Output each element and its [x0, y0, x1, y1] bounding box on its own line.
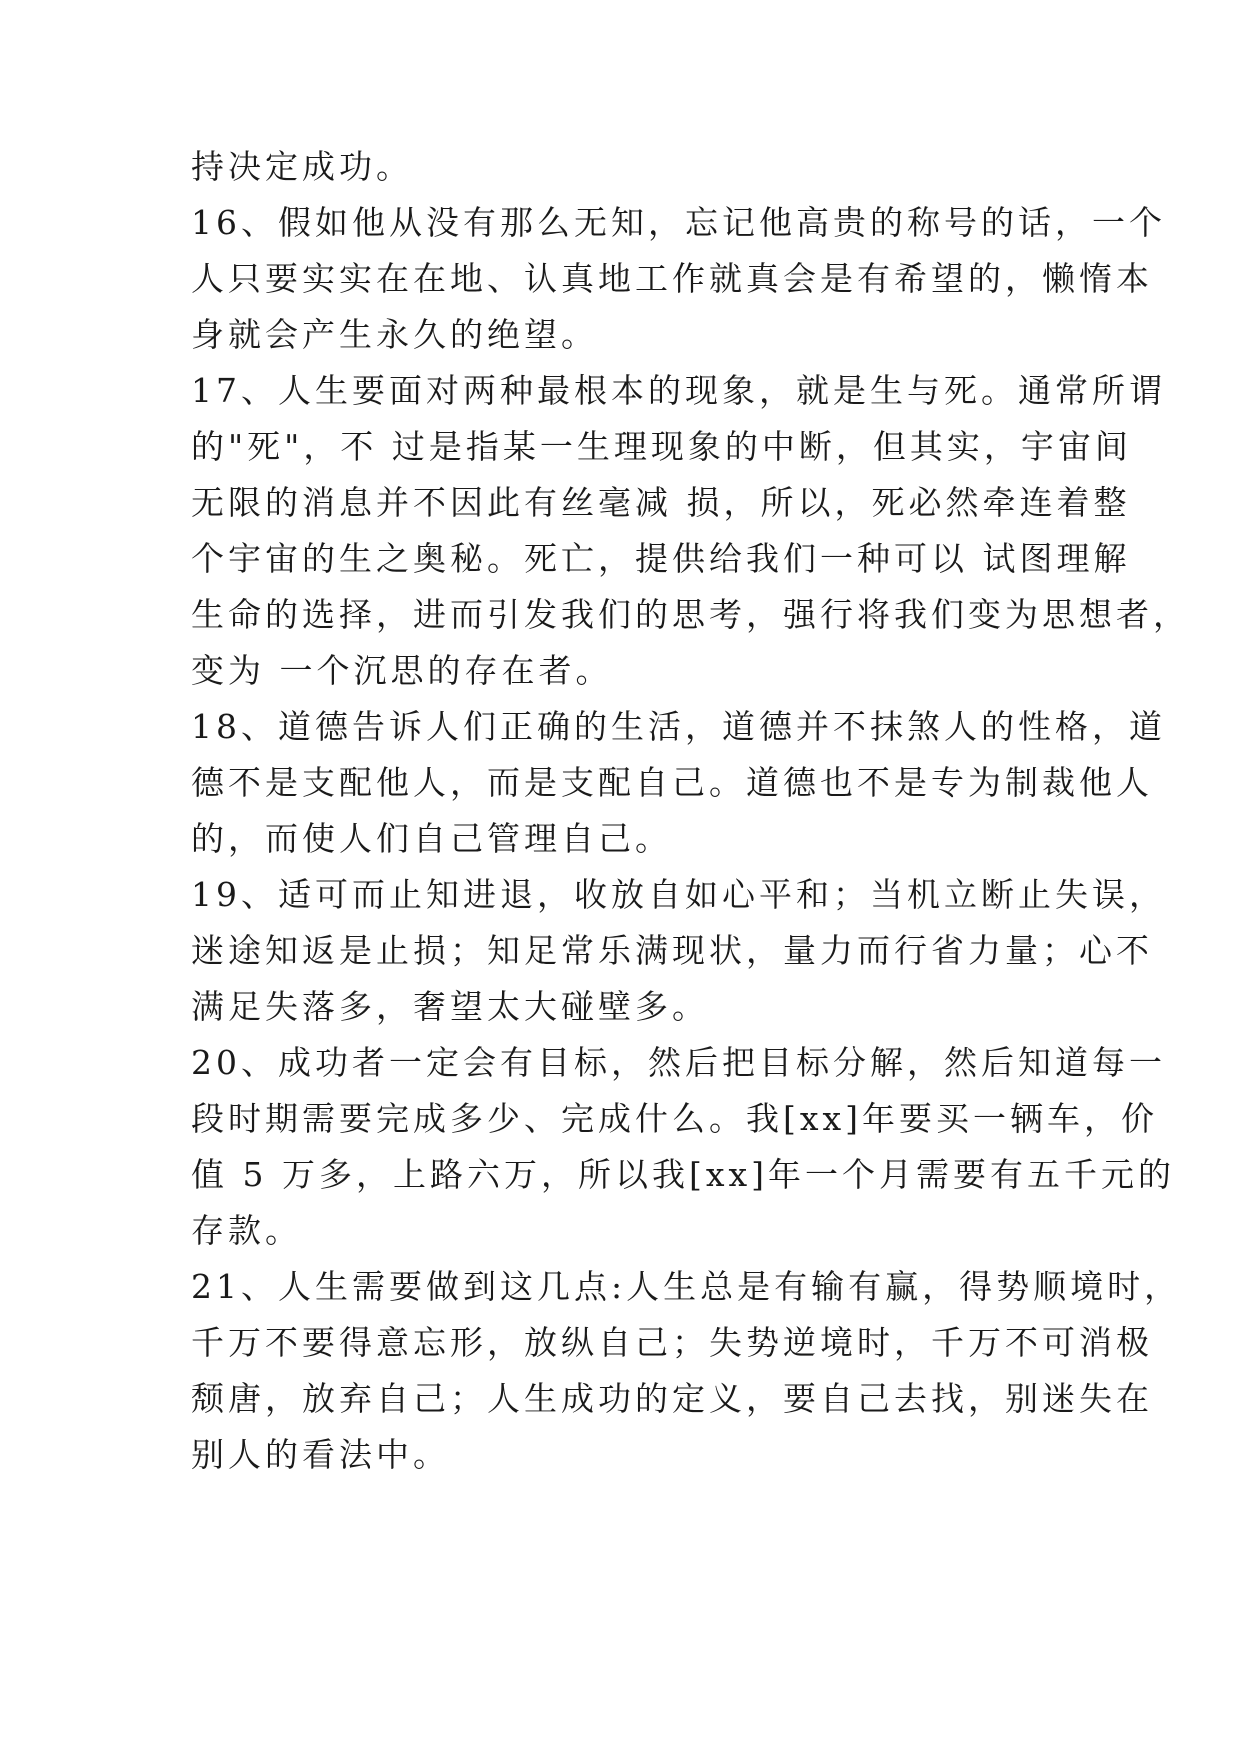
- text-line-13: 的，而使人们自己管理自己。: [191, 819, 672, 858]
- text-line-18: 段时期需要完成多少、完成什么。我[xx]年要买一辆车，价: [191, 1099, 1158, 1138]
- text-line-19: 值 5 万多，上路六万，所以我[xx]年一个月需要有五千元的: [191, 1155, 1175, 1194]
- text-line-17: 20、成功者一定会有目标，然后把目标分解，然后知道每一: [191, 1043, 1166, 1082]
- text-line-4: 身就会产生永久的绝望。: [191, 315, 598, 354]
- text-line-3: 人只要实实在在地、认真地工作就真会是有希望的，懒惰本: [191, 259, 1153, 298]
- text-line-16: 满足失落多，奢望太大碰壁多。: [191, 987, 709, 1026]
- text-line-11: 18、道德告诉人们正确的生活，道德并不抹煞人的性格，道: [191, 707, 1166, 746]
- text-line-23: 颓唐，放弃自己；人生成功的定义，要自己去找，别迷失在: [191, 1379, 1153, 1418]
- text-line-1: 持决定成功。: [191, 147, 413, 186]
- text-line-7: 无限的消息并不因此有丝毫减 损，所以，死必然牵连着整: [191, 483, 1131, 522]
- text-line-15: 迷途知返是止损；知足常乐满现状，量力而行省力量；心不: [191, 931, 1153, 970]
- text-line-2: 16、假如他从没有那么无知，忘记他高贵的称号的话，一个: [191, 203, 1166, 242]
- text-line-20: 存款。: [191, 1211, 302, 1250]
- text-line-12: 德不是支配他人，而是支配自己。道德也不是专为制裁他人: [191, 763, 1153, 802]
- text-line-14: 19、适可而止知进退，收放自如心平和；当机立断止失误，: [191, 875, 1166, 914]
- text-line-10: 变为 一个沉思的存在者。: [191, 651, 613, 690]
- text-line-6: 的"死"，不 过是指某一生理现象的中断，但其实，宇宙间: [191, 427, 1132, 466]
- text-line-9: 生命的选择，进而引发我们的思考，强行将我们变为思想者，: [191, 595, 1190, 634]
- text-line-21: 21、人生需要做到这几点:人生总是有输有赢，得势顺境时，: [191, 1267, 1182, 1306]
- text-line-24: 别人的看法中。: [191, 1435, 450, 1474]
- text-line-22: 千万不要得意忘形，放纵自己；失势逆境时，千万不可消极: [191, 1323, 1153, 1362]
- text-line-5: 17、人生要面对两种最根本的现象，就是生与死。通常所谓: [191, 371, 1166, 410]
- text-line-8: 个宇宙的生之奥秘。死亡，提供给我们一种可以 试图理解: [191, 539, 1131, 578]
